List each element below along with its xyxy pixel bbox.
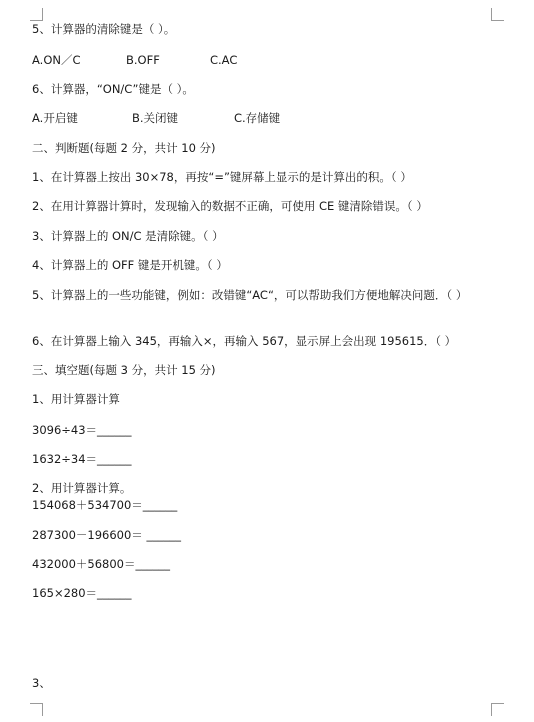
question-5-stem: 5、计算器的清除键是（ ）。: [32, 22, 176, 36]
option-b: B.OFF: [126, 53, 160, 67]
fill-q1-item-2: 1632÷34＝______: [32, 452, 132, 466]
question-6-stem: 6、计算器，“ON/C”键是（ ）。: [32, 82, 194, 96]
judge-item-2: 2、在用计算器计算时，发现输入的数据不正确，可使用 CE 键清除错误。（ ）: [32, 199, 428, 213]
judge-item-5: 5、计算器上的一些功能键，例如：改错键“AC“，可以帮助我们方便地解决问题．（ ）: [32, 288, 468, 302]
crop-mark-top-left: [30, 8, 43, 21]
section-2-title: 二、判断题(每题 2 分，共计 10 分): [32, 141, 216, 155]
fill-q1-item-1: 3096÷43＝______: [32, 423, 132, 437]
judge-item-4: 4、计算器上的 OFF 键是开机键。（ ）: [32, 258, 228, 272]
crop-mark-bottom-right: [491, 703, 504, 716]
fill-q2-item-4: 165×280＝______: [32, 586, 132, 600]
fill-q2-label: 2、用计算器计算。: [32, 481, 132, 495]
section-3-title: 三、填空题(每题 3 分，共计 15 分): [32, 363, 216, 377]
fill-q2-item-2: 287300－196600＝ ______: [32, 528, 181, 542]
option-a: A.开启键: [32, 111, 78, 125]
fill-q1-label: 1、用计算器计算: [32, 392, 120, 406]
option-c: C.存储键: [234, 111, 281, 125]
fill-q3-label: 3、: [32, 676, 51, 690]
fill-q2-item-3: 432000＋56800＝______: [32, 557, 170, 571]
judge-item-3: 3、计算器上的 ON/C 是清除键。（ ）: [32, 229, 224, 243]
question-6-options: [32, 110, 280, 126]
option-c: C.AC: [210, 53, 238, 67]
crop-mark-top-right: [491, 8, 504, 21]
fill-q2-item-1: 154068＋534700＝______: [32, 498, 178, 512]
judge-item-6: 6、在计算器上输入 345，再输入×，再输入 567，显示屏上会出现 195615．（ ）: [32, 334, 457, 348]
option-a: A.ON／C: [32, 53, 81, 67]
option-b: B.关闭键: [132, 111, 179, 125]
crop-mark-bottom-left: [30, 703, 43, 716]
judge-item-1: 1、在计算器上按出 30×78，再按“=”键屏幕上显示的是计算出的积。（ ）: [32, 170, 412, 184]
question-5-options: [32, 52, 237, 68]
